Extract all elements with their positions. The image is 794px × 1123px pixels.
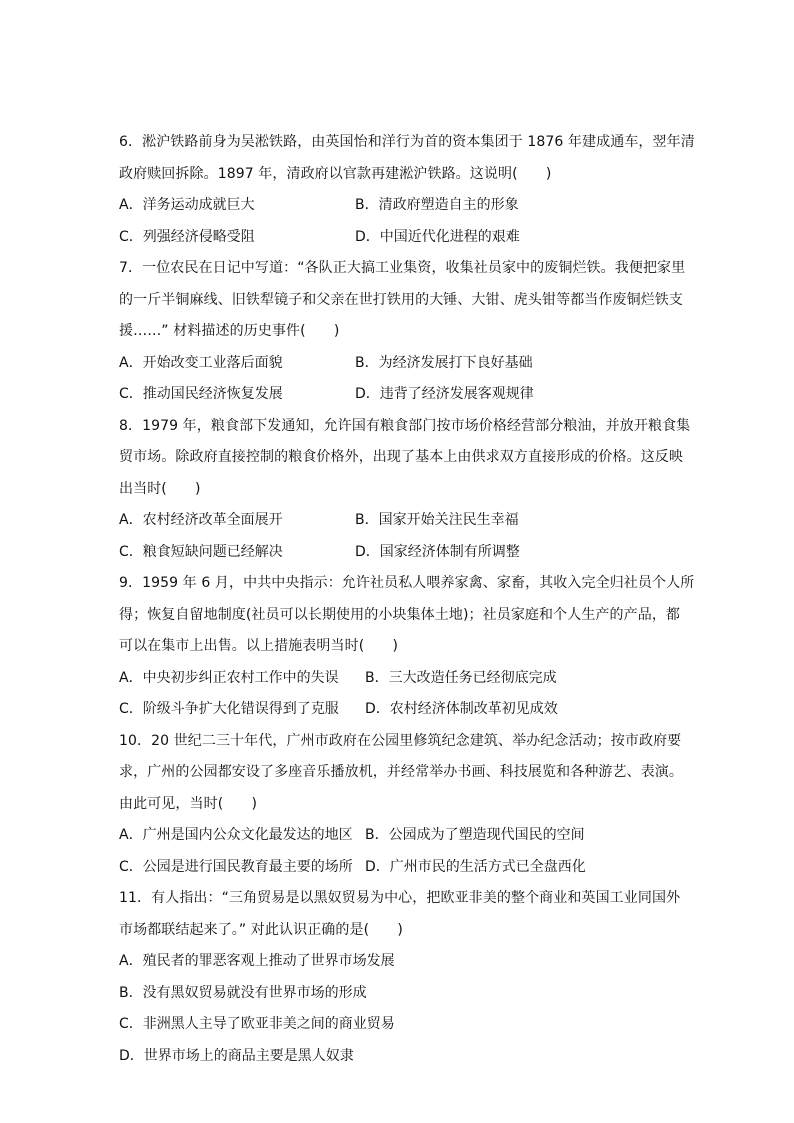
question-6-option-b[interactable]: B．清政府塑造自主的形象 xyxy=(355,197,519,213)
question-6-option-d[interactable]: D．中国近代化进程的艰难 xyxy=(355,228,520,245)
question-6-stem-line-2: 政府赎回拆除。1897 年，清政府以官款再建淞沪铁路。这说明( ) xyxy=(119,165,552,182)
question-8-stem-line-1: 8．1979 年，粮食部下发通知，允许国有粮食部门按市场价格经营部分粮油，并放开粮食集 xyxy=(119,417,691,434)
question-8 xyxy=(119,411,691,569)
question-8-option-d[interactable]: D．国家经济体制有所调整 xyxy=(355,543,520,560)
question-6-stem-line-1: 6．淞沪铁路前身为吴淞铁路，由英国怡和洋行为首的资本集团于 1876 年建成通车，翌年清 xyxy=(119,134,695,150)
question-10-option-a[interactable]: A．广州是国内公众文化最发达的地区 xyxy=(119,827,353,843)
question-6-option-c[interactable]: C．列强经济侵略受阻 xyxy=(119,228,255,245)
question-8-option-b[interactable]: B．国家开始关注民生幸福 xyxy=(355,512,519,528)
question-11-stem-line-2: 市场都联结起来了。” 对此认识正确的是( ) xyxy=(119,921,403,938)
question-7-stem-line-3: 援……” 材料描述的历史事件( ) xyxy=(119,323,340,339)
question-10 xyxy=(119,726,683,884)
question-6 xyxy=(119,127,695,253)
question-9-option-b[interactable]: B．三大改造任务已经彻底完成 xyxy=(365,669,557,686)
question-8-stem-line-3: 出当时( ) xyxy=(119,480,201,497)
question-11-option-c[interactable]: C．非洲黑人主导了欧亚非美之间的商业贸易 xyxy=(119,1016,395,1032)
question-9-option-a[interactable]: A．中央初步纠正农村工作中的失误 xyxy=(119,669,339,686)
question-9-options-row-2 xyxy=(119,694,679,726)
question-7 xyxy=(119,253,686,411)
exam-page xyxy=(119,127,695,1072)
question-7-stem-line-2: 的一斤半铜麻线、旧铁犁镜子和父亲在世打铁用的大锤、大钳、虎头钳等都当作废铜烂铁支 xyxy=(119,291,683,308)
question-9 xyxy=(119,568,695,726)
question-8-options-row-2 xyxy=(119,537,679,569)
question-8-stem-line-2: 贸市场。除政府直接控制的粮食价格外，出现了基本上由供求双方直接形成的价格。这反映 xyxy=(119,449,683,465)
question-10-stem-line-2: 求，广州的公园都安设了多座音乐播放机，并经常举办书画、科技展览和各种游艺、表演。 xyxy=(119,764,683,780)
question-9-option-c[interactable]: C．阶级斗争扩大化错误得到了克服 xyxy=(119,701,339,717)
question-7-option-c[interactable]: C．推动国民经济恢复发展 xyxy=(119,386,283,402)
question-7-options-row-2 xyxy=(119,379,679,411)
question-6-option-a[interactable]: A．洋务运动成就巨大 xyxy=(119,197,255,213)
question-7-stem-line-1: 7．一位农民在日记中写道：“各队正大搞工业集资，收集社员家中的废铜烂铁。我便把家里 xyxy=(119,260,686,276)
question-6-options-row-1 xyxy=(119,190,679,222)
question-8-option-c[interactable]: C．粮食短缺问题已经解决 xyxy=(119,543,283,560)
question-8-option-a[interactable]: A．农村经济改革全面展开 xyxy=(119,512,283,528)
question-11-stem-line-1: 11．有人指出：“三角贸易是以黑奴贸易为中心，把欧亚非美的整个商业和英国工业同国外 xyxy=(119,890,681,906)
question-10-option-c[interactable]: C．公园是进行国民教育最主要的场所 xyxy=(119,858,353,875)
question-9-stem-line-3: 可以在集市上出售。以上措施表明当时( ) xyxy=(119,638,399,654)
question-10-options-row-1 xyxy=(119,820,679,852)
question-8-options-row-1 xyxy=(119,505,679,537)
question-11-option-b[interactable]: B．没有黑奴贸易就没有世界市场的形成 xyxy=(119,984,367,1001)
question-7-option-b[interactable]: B．为经济发展打下良好基础 xyxy=(355,354,533,371)
question-7-option-d[interactable]: D．违背了经济发展客观规律 xyxy=(355,386,534,402)
question-10-stem-line-3: 由此可见，当时( ) xyxy=(119,795,258,812)
question-11-option-a[interactable]: A．殖民者的罪恶客观上推动了世界市场发展 xyxy=(119,953,395,969)
question-9-option-d[interactable]: D．农村经济体制改革初见成效 xyxy=(365,701,558,717)
question-11 xyxy=(119,883,679,1072)
question-9-stem-line-2: 得；恢复自留地制度(社员可以长期使用的小块集体土地)；社员家庭和个人生产的产品，都 xyxy=(119,606,681,623)
question-7-option-a[interactable]: A．开始改变工业落后面貌 xyxy=(119,354,283,371)
question-9-stem-line-1: 9．1959 年 6 月，中共中央指示：允许社员私人喂养家禽、家畜，其收入完全归社员个人所 xyxy=(119,575,695,591)
question-6-options-row-2 xyxy=(119,222,679,254)
question-9-options-row-1 xyxy=(119,663,679,695)
question-10-stem-line-1: 10．20 世纪二三十年代，广州市政府在公园里修筑纪念建筑、举办纪念活动；按市政府要 xyxy=(119,732,682,749)
question-10-option-b[interactable]: B．公园成为了塑造现代国民的空间 xyxy=(365,827,585,843)
question-7-options-row-1 xyxy=(119,348,679,380)
question-11-option-d[interactable]: D．世界市场上的商品主要是黑人奴隶 xyxy=(119,1047,354,1064)
question-10-option-d[interactable]: D．广州市民的生活方式已全盘西化 xyxy=(365,858,586,875)
question-10-options-row-2 xyxy=(119,852,679,884)
